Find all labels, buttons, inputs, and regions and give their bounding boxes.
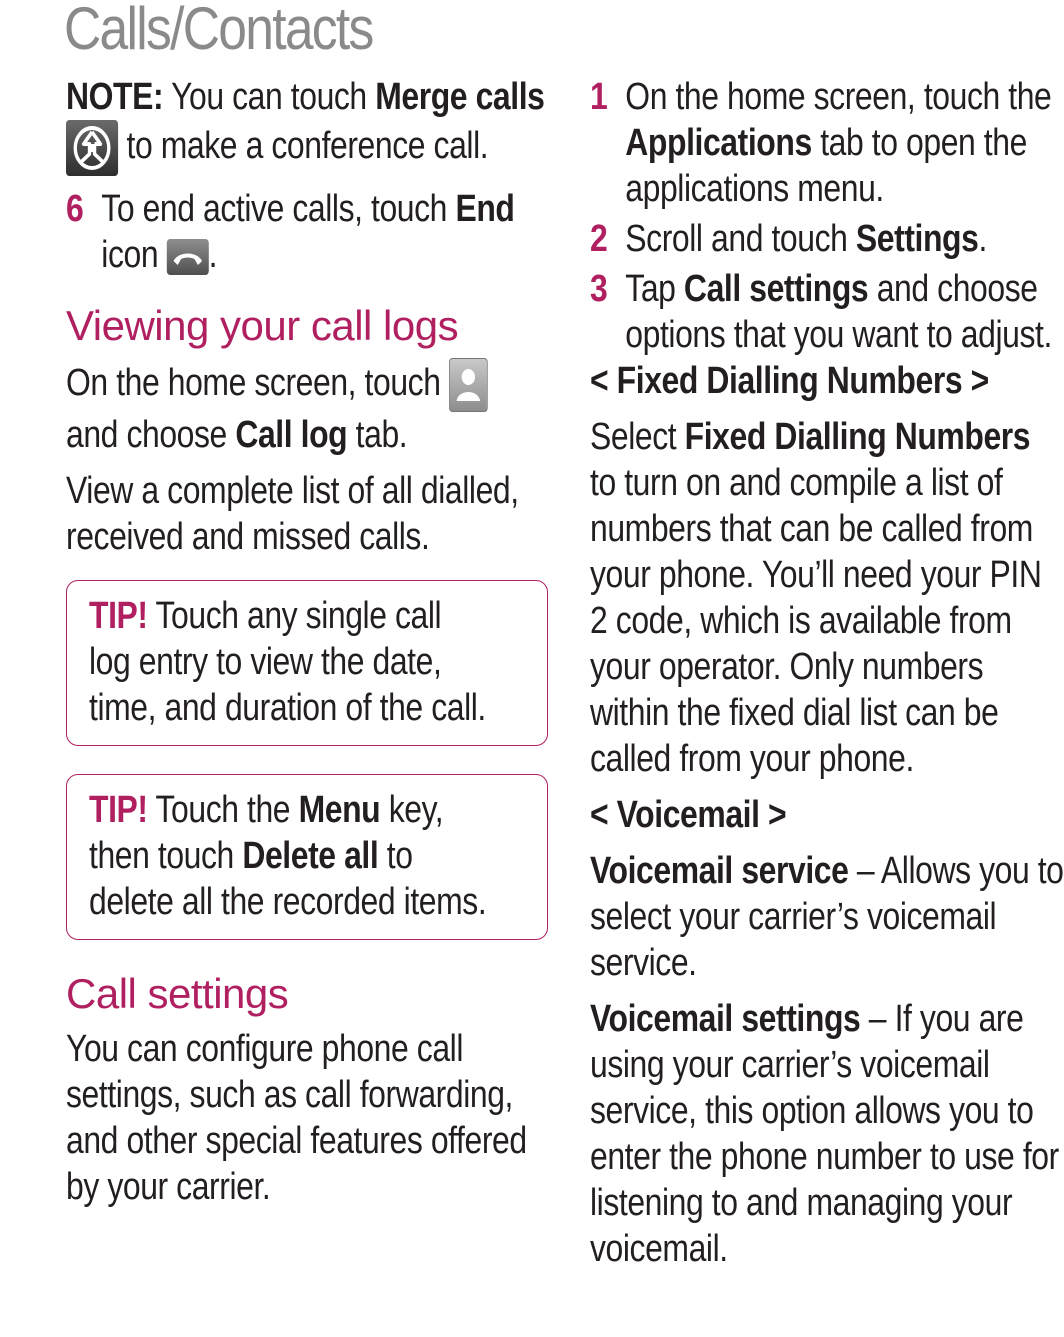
viewing-paragraph-1: On the home screen, touch and choose Call log tab. xyxy=(66,358,550,458)
voicemail-settings-paragraph: Voicemail settings – If you are using your carrier’s voicemail service, this option allows you to enter the phone number to use for listening to and managing your voicemail. xyxy=(590,998,1059,1270)
call-settings-paragraph: You can configure phone call settings, such as call forwarding, and other special features offered by your carrier. xyxy=(66,1028,527,1208)
tip-label: TIP! xyxy=(89,595,148,637)
step-number: 6 xyxy=(66,188,84,230)
call-settings-label: Call settings xyxy=(683,268,869,310)
voicemail-heading: < Voicemail > xyxy=(590,794,787,836)
step-6: 6 To end active calls, touch End icon . xyxy=(66,188,515,276)
end-call-icon xyxy=(167,239,209,275)
note-paragraph: NOTE: You can touch Merge calls to make a conference call. xyxy=(66,74,550,176)
contacts-icon xyxy=(449,358,488,412)
merge-calls-label: Merge calls xyxy=(375,76,545,118)
end-label: End xyxy=(455,188,515,230)
delete-all-label: Delete all xyxy=(242,835,379,877)
voicemail-service-label: Voicemail service xyxy=(590,850,849,892)
step-2: 2 Scroll and touch Settings. xyxy=(590,218,987,260)
note-label: NOTE: xyxy=(66,76,164,118)
tip-box-delete-all xyxy=(66,774,548,940)
step-number: 2 xyxy=(590,218,608,260)
voicemail-service-paragraph: Voicemail service – Allows you to select your carrier’s voicemail service. xyxy=(590,850,1064,984)
right-column xyxy=(590,74,1064,1282)
page-title: Calls/Contacts xyxy=(64,0,373,62)
fixed-dialling-numbers-heading: < Fixed Dialling Numbers > xyxy=(590,360,989,402)
step-1: 1 On the home screen, touch the Applications tab to open the applications menu. xyxy=(590,76,1052,210)
call-log-label: Call log xyxy=(235,414,348,456)
step-3: 3 Tap Call settings and choose options that you want to adjust. xyxy=(590,268,1052,356)
tip-label: TIP! xyxy=(89,789,148,831)
left-column xyxy=(66,74,550,1220)
settings-label: Settings xyxy=(855,218,979,260)
applications-label: Applications xyxy=(625,122,812,164)
viewing-paragraph-2: View a complete list of all dialled, received and missed calls. xyxy=(66,470,519,558)
call-settings-heading: Call settings xyxy=(66,970,289,1017)
viewing-call-logs-heading: Viewing your call logs xyxy=(66,302,459,349)
step-number: 1 xyxy=(590,76,608,118)
step-number: 3 xyxy=(590,268,608,310)
merge-calls-icon xyxy=(66,120,118,176)
tip-box-call-log xyxy=(66,580,548,746)
tip-delete-all-text: TIP! Touch the Menu key, then touch Delete all to delete all the recorded items. xyxy=(89,789,487,923)
menu-label: Menu xyxy=(298,789,381,831)
fixed-dialling-label: Fixed Dialling Numbers xyxy=(684,416,1031,458)
voicemail-settings-label: Voicemail settings xyxy=(590,998,861,1040)
fixed-dialling-paragraph: Select Fixed Dialling Numbers to turn on and compile a list of numbers that can be called from your phone. You’ll need your PIN 2 code, which is available from your operator. Only numbers within the fixed dial list can be called from your phone. xyxy=(590,416,1042,780)
tip-call-log-text: TIP! Touch any single call log entry to view the date, time, and duration of the call. xyxy=(89,595,486,729)
